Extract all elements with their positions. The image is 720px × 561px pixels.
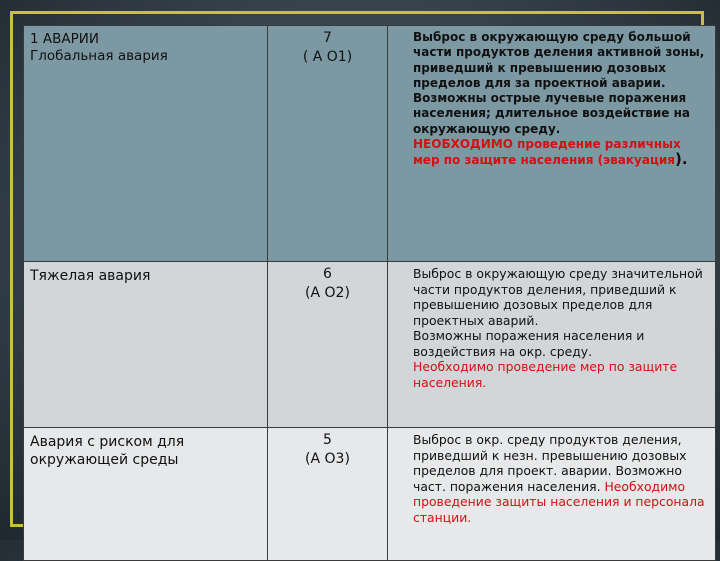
- accident-type-label: Глобальная авария: [30, 48, 168, 64]
- level-number: 5: [323, 432, 332, 448]
- level-code: (А О3): [305, 451, 350, 467]
- description-text-2: Возможны поражения населения и воздействия на окр. среду.: [413, 328, 645, 359]
- description-cell: [388, 26, 716, 262]
- level-code: (А О2): [305, 285, 350, 301]
- level-cell: [268, 262, 388, 428]
- accident-type-label-line-2: окружающей среды: [30, 452, 179, 468]
- level-number: 6: [323, 266, 332, 282]
- table-row-environmental-risk-accident: [24, 428, 716, 561]
- accident-type-label-line-1: Авария с риском для: [30, 434, 185, 450]
- level-code: ( А О1): [302, 49, 353, 65]
- table-row-global-accident: [24, 26, 716, 262]
- accident-type-heading: 1 АВАРИИ: [30, 31, 99, 47]
- description-warning: НЕОБХОДИМО проведение различных мер по защите населения (эвакуация: [413, 137, 681, 168]
- description-trailing: ).: [674, 150, 688, 169]
- description-cell: [388, 262, 716, 428]
- table-row-severe-accident: [24, 262, 716, 428]
- description-warning: Необходимо проведение мер по защите населения.: [413, 359, 678, 390]
- accident-type-cell: [24, 26, 268, 262]
- accident-type-cell: [24, 262, 268, 428]
- description-cell: [388, 428, 716, 561]
- description-text: Выброс в окружающую среду большой части продуктов деления активной зоны, приведший к превышению дозовых пределов для за проектной аварии. Возможны острые лучевые поражения населения; длительное воздействие на окружающую среду.: [413, 30, 705, 136]
- accident-type-cell: [24, 428, 268, 561]
- level-cell: [268, 26, 388, 262]
- description-text: Выброс в окружающую среду значительной части продуктов деления, приведший к превышению дозовых пределов для проектных аварий.: [413, 266, 703, 328]
- accident-classification-table: [23, 25, 716, 561]
- description-text: Выброс в окр. среду продуктов деления, приведший к незн. превышению дозовых пределов для проект. аварии. Возможно част. поражения населения.: [413, 432, 687, 494]
- accident-type-label: Тяжелая авария: [30, 268, 151, 284]
- level-cell: [268, 428, 388, 561]
- description-warning: Необходимо проведение защиты населения и персонала станции.: [413, 478, 705, 525]
- level-number: 7: [323, 30, 332, 46]
